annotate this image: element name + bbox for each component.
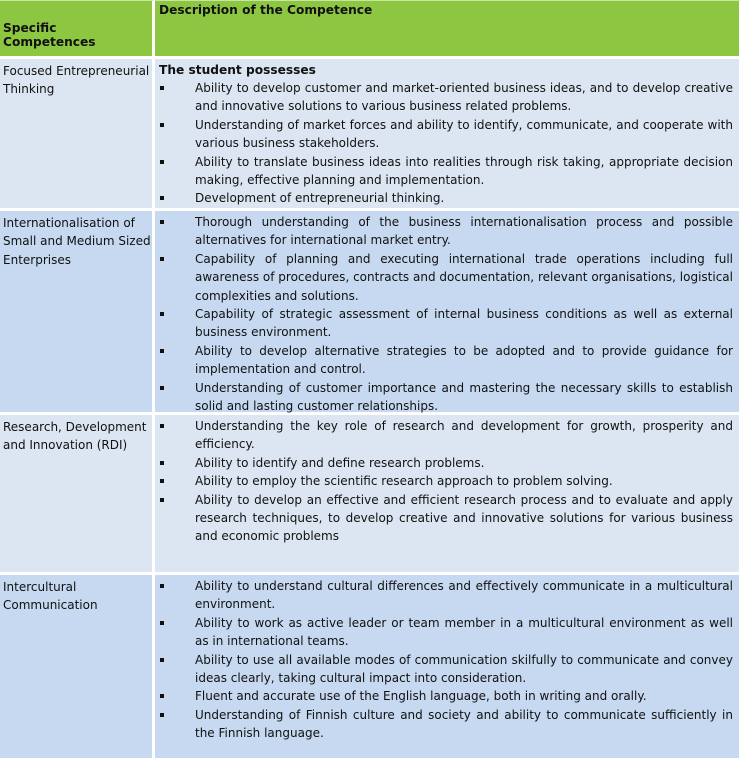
square-bullet-icon [160,196,164,200]
description-list [158,417,733,546]
list-item-text: Understanding of Finnish culture and society and ability to communicate sufficiently in the Finnish language. [195,707,733,741]
header-description: Description of the Competence [155,0,741,59]
list-item-text: Ability to develop customer and market-oriented business ideas, and to develop creative and innovative solutions to various business related problems. [195,81,733,114]
square-bullet-icon [160,479,164,483]
square-bullet-icon [160,257,164,261]
square-bullet-icon [160,498,164,502]
list-item [158,577,733,614]
list-item-text: Ability to employ the scientific research approach to problem solving. [195,474,613,489]
list-item [158,189,733,207]
list-item [158,651,733,688]
list-item [158,79,733,116]
list-item [158,305,733,342]
competence-cell [0,575,155,758]
competence-name: Internationalisation of Small and Medium Sized Enterprises [3,216,151,267]
competence-name: Research, Development and Innovation (RDI) [3,420,147,453]
square-bullet-icon [160,86,164,90]
list-item [158,491,733,546]
list-item-text: Ability to understand cultural differences and effectively communicate in a multicultural environment. [195,579,733,612]
list-item [158,417,733,454]
square-bullet-icon [160,386,164,390]
list-item-text: Understanding of customer importance and mastering the necessary skills to establish solid and lasting customer relationships. [195,380,733,414]
competence-cell [0,211,155,415]
list-item [158,213,733,250]
competence-cell [0,59,155,211]
list-item [158,472,733,490]
list-item [158,116,733,153]
square-bullet-icon [160,713,164,717]
list-item [158,342,733,379]
description-intro: The student possesses [159,63,316,77]
list-item-text: Ability to use all available modes of communication skilfully to communicate and convey ideas clearly, taking cultural impact into consideration. [195,652,733,686]
list-item-text: Ability to work as active leader or team member in a multicultural environment as well as in international teams. [195,615,733,649]
competence-cell [0,415,155,575]
list-item-text: Understanding of market forces and ability to identify, communicate, and cooperate with various business stakeholders. [195,117,733,151]
square-bullet-icon [160,312,164,316]
list-item-text: Thorough understanding of the business internationalisation process and possible alternatives for international market entry. [195,215,733,248]
list-item [158,687,733,705]
list-item [158,706,733,743]
list-item-text: Capability of strategic assessment of internal business conditions as well as external business environment. [195,307,733,340]
description-cell [155,59,741,211]
header-specific-competences: Specific Competences [0,0,155,59]
description-list [158,79,733,208]
competence-name: Intercultural Communication [3,580,98,613]
list-item-text: Ability to identify and define research problems. [195,455,485,470]
description-list [158,213,733,415]
square-bullet-icon [160,123,164,127]
square-bullet-icon [160,694,164,698]
list-item [158,454,733,472]
list-item-text: Ability to translate business ideas into realities through risk taking, appropriate decision making, effective planning and implementation. [195,154,733,188]
list-item-text: Capability of planning and executing international trade operations including full awareness of procedures, contracts and documentation, relevant organisations, logistical complexities and solutions. [195,251,733,303]
square-bullet-icon [160,220,164,224]
list-item [158,153,733,190]
list-item [158,614,733,651]
competence-name: Focused Entrepreneurial Thinking [3,64,150,97]
list-item-text: Fluent and accurate use of the English language, both in writing and orally. [195,689,647,704]
list-item-text: Understanding the key role of research and development for growth, prosperity and efficiency. [195,419,733,452]
description-cell [155,415,741,575]
square-bullet-icon [160,658,164,662]
square-bullet-icon [160,424,164,428]
list-item-text: Development of entrepreneurial thinking. [195,191,445,206]
list-item-text: Ability to develop an effective and efficient research process and to evaluate and apply research techniques, to develop creative and innovative solutions for various business and economic problems [195,492,733,544]
square-bullet-icon [160,621,164,625]
description-list [158,577,733,743]
description-cell [155,211,741,415]
square-bullet-icon [160,160,164,164]
list-item [158,250,733,305]
list-item [158,379,733,416]
list-item-text: Ability to develop alternative strategies to be adopted and to provide guidance for implementation and control. [195,343,733,377]
square-bullet-icon [160,584,164,588]
description-cell [155,575,741,758]
square-bullet-icon [160,349,164,353]
square-bullet-icon [160,461,164,465]
